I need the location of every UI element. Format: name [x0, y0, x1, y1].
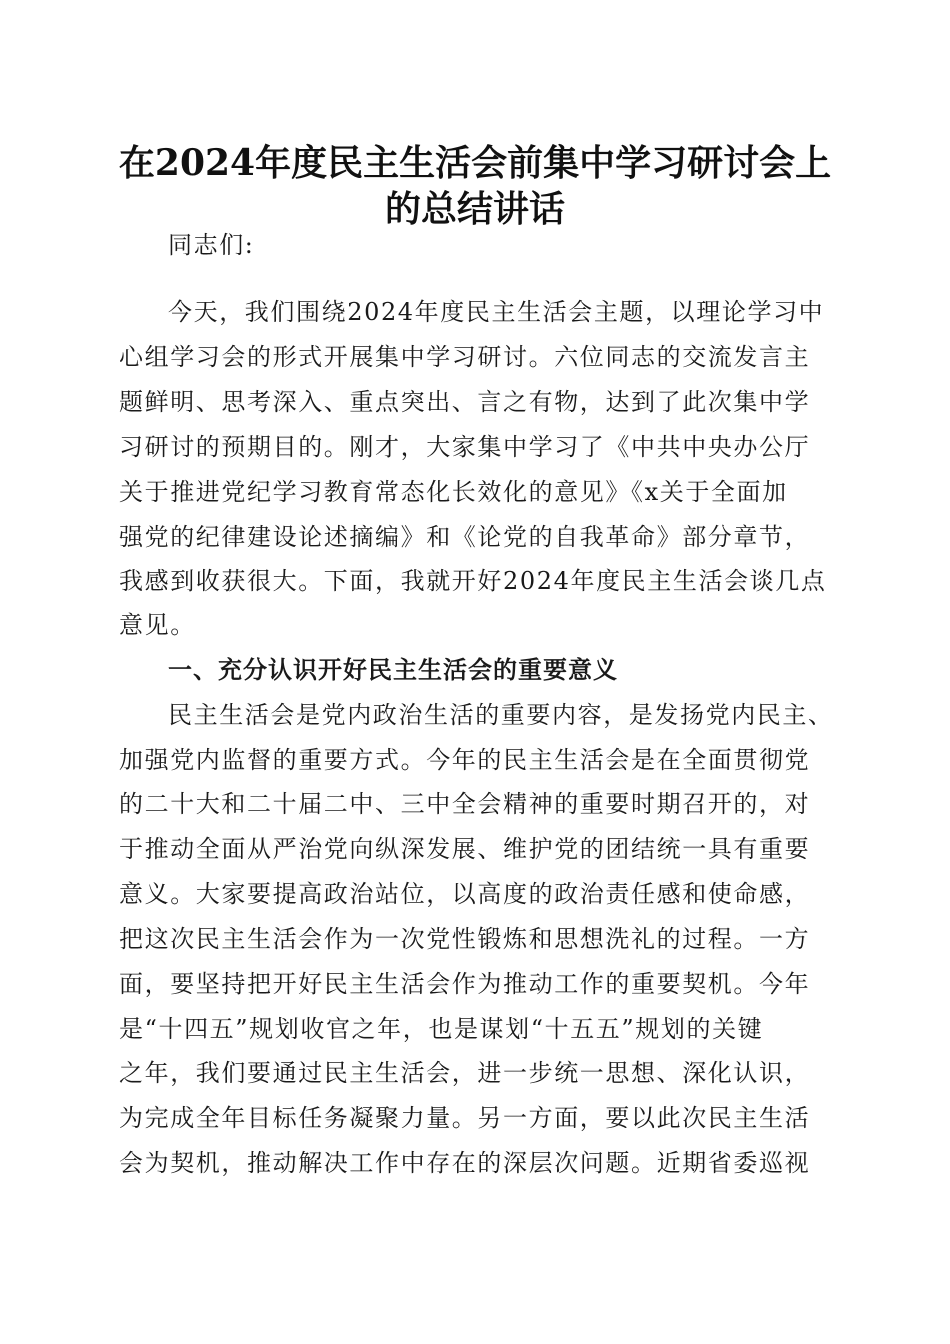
paragraph-1-line: 习研讨的预期目的。刚才，大家集中学习了《中共中央办公厅	[119, 433, 811, 461]
paragraph-2-line: 意义。大家要提高政治站位，以高度的政治责任感和使命感，	[119, 880, 811, 908]
paragraph-2-line: 会为契机，推动解决工作中存在的深层次问题。近期省委巡视	[119, 1149, 811, 1177]
paragraph-1-line: 心组学习会的形式开展集中学习研讨。六位同志的交流发言主	[119, 343, 811, 371]
paragraph-1-line: 意见。	[119, 611, 196, 639]
paragraph-2-line: 之年，我们要通过民主生活会，进一步统一思想、深化认识，	[119, 1059, 811, 1087]
paragraph-1-line: 题鲜明、思考深入、重点突出、言之有物，达到了此次集中学	[119, 388, 811, 416]
paragraph-2-line: 的二十大和二十届二中、三中全会精神的重要时期召开的，对	[119, 790, 811, 818]
paragraph-2-line: 把这次民主生活会作为一次党性锻炼和思想洗礼的过程。一方	[119, 925, 811, 953]
paragraph-1-line: 今天，我们围绕2024年度民主生活会主题，以理论学习中	[168, 298, 825, 326]
paragraph-2-line: 于推动全面从严治党向纵深发展、维护党的团结统一具有重要	[119, 835, 811, 863]
paragraph-1-line: 关于推进党纪学习教育常态化长效化的意见》《x关于全面加	[119, 478, 788, 506]
paragraph-2-line: 为完成全年目标任务凝聚力量。另一方面，要以此次民主生活	[119, 1104, 811, 1132]
paragraph-1-line: 我感到收获很大。下面，我就开好2024年度民主生活会谈几点	[119, 567, 827, 595]
document-title-line-2: 的总结讲话	[384, 188, 565, 230]
paragraph-2-line: 面，要坚持把开好民主生活会作为推动工作的重要契机。今年	[119, 970, 811, 998]
paragraph-2-line: 民主生活会是党内政治生活的重要内容，是发扬党内民主、	[168, 701, 834, 729]
paragraph-2-line: 是“十四五”规划收官之年，也是谋划“十五五”规划的关键	[119, 1015, 764, 1043]
paragraph-2-line: 加强党内监督的重要方式。今年的民主生活会是在全面贯彻党	[119, 746, 811, 774]
document-title-line-1: 在2024年度民主生活会前集中学习研讨会上	[118, 142, 832, 184]
paragraph-1-line: 强党的纪律建设论述摘编》和《论党的自我革命》部分章节，	[119, 523, 811, 551]
salutation: 同志们:	[168, 231, 255, 259]
section-1-heading: 一、充分认识开好民主生活会的重要意义	[168, 656, 618, 684]
